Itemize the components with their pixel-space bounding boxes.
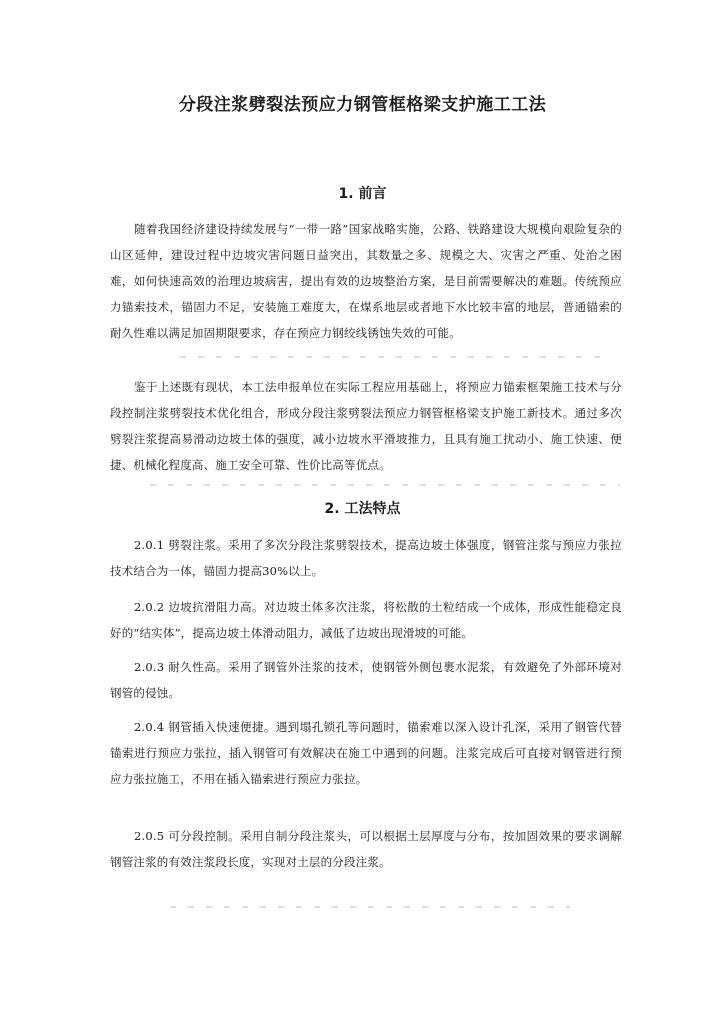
feature-item-2-0-1: 2.0.1 劈裂注浆。采用了多次分段注浆劈裂技术，提高边坡土体强度，钢管注浆与预应力张拉技术结合为一体，锚固力提高30%以上。 bbox=[110, 538, 622, 578]
feature-item-2-0-2: 2.0.2 边坡抗滑阻力高。对边坡土体多次注浆，将松散的土粒结成一个成体，形成性能稳定良好的“结实体”，提高边坡土体滑动阻力，减低了边坡出现滑坡的可能。 bbox=[110, 600, 622, 640]
scan-artifact bbox=[180, 356, 600, 358]
feature-item-2-0-5: 2.0.5 可分段控制。采用自制分段注浆头，可以根据土层厚度与分布，按加固效果的要求调解钢管注浆的有效注浆段长度，实现对土层的分段注浆。 bbox=[110, 829, 622, 869]
scan-artifact bbox=[170, 906, 570, 908]
feature-item-2-0-4: 2.0.4 钢管插入快速便捷。遇到塌孔锁孔等问题时，锚索难以深入设计孔深，采用了钢管代替锚索进行预应力张拉，插入钢管可有效解决在施工中遇到的问题。注浆完成后可直接对钢管进行预应力张拉施工，不用在插入锚索进行预应力张拉。 bbox=[110, 720, 622, 786]
preface-paragraph-1: 随着我国经济建设持续发展与“一带一路”国家战略实施，公路、铁路建设大规模向艰险复杂的山区延伸，建设过程中边坡灾害问题日益突出，其数量之多、规模之大、灾害之严重、处治之困难，如何快速高效的治理边坡病害，提出有效的边坡整治方案，是目前需要解决的难题。传统预应力锚索技术，锚固力不足，安装施工难度大，在煤系地层或者地下水比较丰富的地层，普通锚索的耐久性难以满足加固期限要求，存在预应力钢绞线锈蚀失效的可能。 bbox=[110, 222, 622, 340]
preface-paragraph-2: 鉴于上述既有现状，本工法申报单位在实际工程应用基础上，将预应力锚索框架施工技术与分段控制注浆劈裂技术优化组合，形成分段注浆劈裂法预应力钢管框格梁支护施工新技术。通过多次劈裂注浆提高易滑动边坡土体的强度，减小边坡水平滑坡推力，且具有施工扰动小、施工快速、便捷、机械化程度高、施工安全可靠、性价比高等优点。 bbox=[110, 380, 622, 472]
document-title: 分段注浆劈裂法预应力钢管框格梁支护施工工法 bbox=[178, 95, 547, 115]
section-heading-preface: 1. 前言 bbox=[338, 186, 387, 202]
scan-artifact bbox=[150, 484, 620, 486]
feature-item-2-0-3: 2.0.3 耐久性高。采用了钢管外注浆的技术，使钢管外侧包裹水泥浆，有效避免了外部环境对钢管的侵蚀。 bbox=[110, 660, 622, 700]
section-heading-features: 2. 工法特点 bbox=[324, 501, 401, 517]
